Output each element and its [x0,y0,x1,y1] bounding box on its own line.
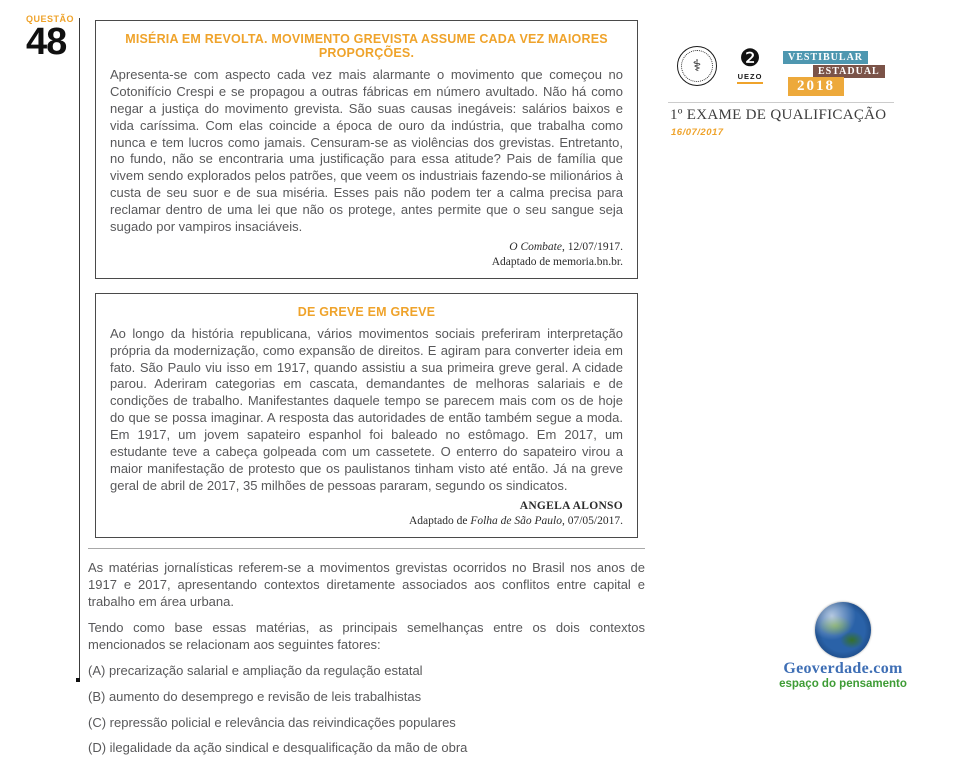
option-a: (A) precarização salarial e ampliação da regulação estatal [88,663,423,679]
site-logo-block [778,602,908,690]
article-1-body: Apresenta-se com aspecto cada vez mais alarmante o movimento que começou no Cotonifício Crespi e se propagou a outras fábricas em número avultado. Não há como negar a justiça do movimento grevista. São suas causas inegáveis: salários baixos e vida caríssima. Com elas coincide a época de ouro da indústria, que trabalha como nunca e tem lucros como jamais. Censuram-se as violências dos grevistas. Entretanto, no fundo, não se encontraria uma justificação para essa atitude? Pais de família que vivem sendo explorados pelos patrões, que veem os industriais fazendo-se milionários à custa de seu suor e de sua miséria. Esses pais não podem ter a calma precisa para reclamar dentro de uma lei que não os protege, antes permite que o seu sangue seja sugado por vampiros insaciáveis. [110,67,623,235]
question-intro-2: Tendo como base essas matérias, as principais semelhanças entre os dois contextos mencionados se relacionam aos seguintes fatores: [88,620,645,653]
globe-icon [815,602,871,658]
main-column [88,20,645,765]
uerj-logo [677,46,717,86]
article-2-body: Ao longo da história republicana, vários movimentos sociais preferiram interpretação própria da modernização, como expansão de direitos. E agiram para converter ideia em fato. São Paulo viu isso em 1917, quando assistiu a sua primeira greve geral. A cidade parou. Aderiram categorias em cascata, demandantes de melhoras salariais e de condições de trabalho. Manifestantes daquele tempo se parecem mais com os de hoje do que se possa imaginar. A resposta das autoridades de então também segue a moda. Em 1917, um jovem sapateiro espanhol foi baleado no estômago. Em 2017, um estudante teve a cabeça golpeada com um cassetete. O enterro do sapateiro virou a maior manifestação de protesto que os paulistanos tinham visto até então. Já na greve geral de abril de 2017, 35 milhões de pessoas pararam, segundo os sindicatos. [110,325,623,493]
option-c: (C) repressão policial e relevância das reivindicações populares [88,714,456,730]
exam-title: 1º EXAME DE QUALIFICAÇÃO [670,107,887,123]
uezo-mark-icon: ❷ [739,45,761,72]
section-divider [88,548,645,549]
article-1-date: , 12/07/1917. [561,240,623,253]
uezo-logo [733,47,767,84]
question-number-block [26,14,78,63]
question-number: 48 [26,21,67,63]
uezo-label: UEZO [737,72,763,81]
article-1-title: MISÉRIA EM REVOLTA. MOVIMENTO GREVISTA ASSUME CADA VEZ MAIORES PROPORÇÕES. [125,32,608,60]
question-intro-1: As matérias jornalísticas referem-se a movimentos grevistas ocorridos no Brasil nos anos de 1917 e 2017, apresentando contextos diretamente associados aos conflitos entre capital e trabalho em área urbana. [88,559,645,609]
badge-estadual: ESTADUAL [813,65,885,78]
uezo-accent-bar [737,82,763,84]
uerj-seal-icon: ⚕ [681,50,713,82]
badge-vestibular: VESTIBULAR [783,51,868,64]
answer-options [88,662,645,756]
article-2-source-line2 [110,514,623,529]
article-box-2017 [95,293,638,538]
article-1-journal: O Combate [509,240,562,253]
article-2-source [110,499,623,529]
article-2-source-pre: Adaptado de [408,514,471,527]
site-tagline: espaço do pensamento [779,678,907,690]
article-1-source [110,240,623,270]
question-section [88,559,645,757]
article-1-source-line1 [110,240,623,255]
site-name: Geoverdade.com [783,660,903,677]
option-d: (D) ilegalidade da ação sindical e desqualificação da mão de obra [88,740,468,756]
vertical-rule [79,18,80,680]
article-1-source-line2: Adaptado de memoria.bn.br. [491,255,623,268]
badge-year: 2018 [788,77,844,96]
vertical-rule-end-dot [76,678,80,682]
right-column-rule [668,102,894,103]
article-2-author: ANGELA ALONSO [519,499,623,512]
option-b: (B) aumento do desemprego e revisão de leis trabalhistas [88,689,422,704]
question-label: QUESTÃO [26,14,75,24]
exam-date: 16/07/2017 [671,127,724,138]
article-2-journal: Folha de São Paulo [470,514,562,527]
article-2-title: DE GREVE EM GREVE [297,304,436,319]
article-2-source-post: , 07/05/2017. [561,514,623,527]
article-box-1917 [95,20,638,279]
